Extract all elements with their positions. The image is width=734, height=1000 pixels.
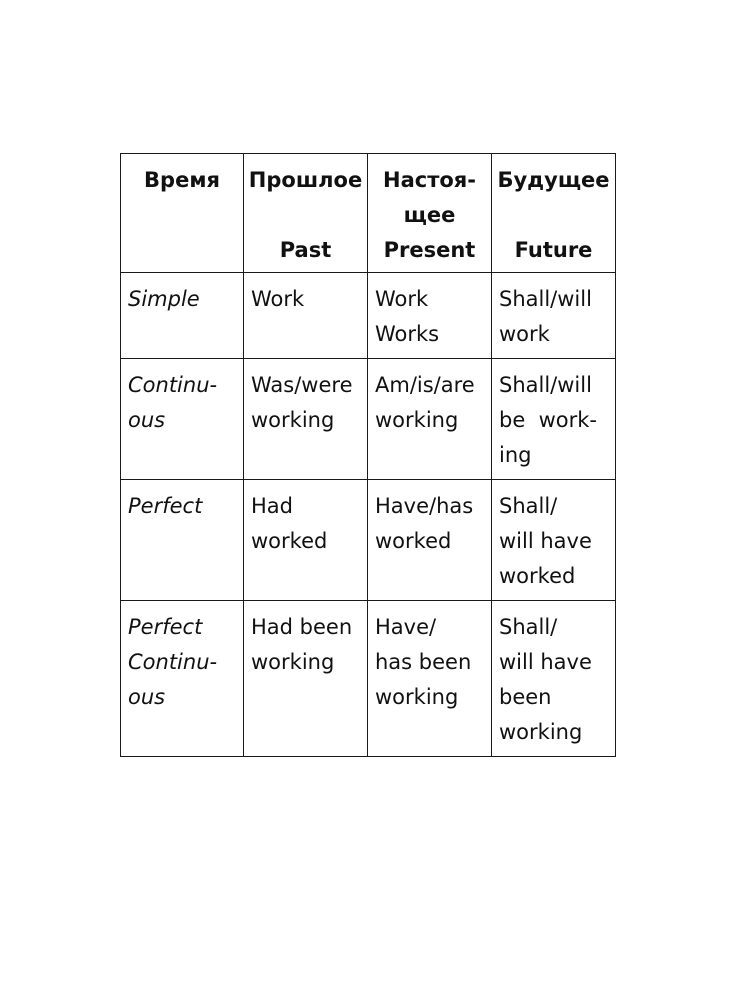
past-line: Was/were	[251, 373, 353, 397]
past-cell	[244, 480, 368, 601]
spacer	[248, 198, 363, 233]
header-past-en: Past	[279, 238, 332, 262]
future-line: working	[499, 720, 583, 744]
past-cell	[244, 273, 368, 359]
future-line: will have	[499, 529, 592, 553]
future-line: Shall/will	[499, 287, 592, 311]
future-line: Shall/	[499, 615, 558, 639]
past-line: Had	[251, 494, 293, 518]
past-line: worked	[251, 529, 328, 553]
aspect-line: Continu-	[128, 373, 218, 397]
future-cell	[492, 359, 616, 480]
future-line: Shall/	[499, 494, 558, 518]
present-cell	[368, 273, 492, 359]
past-line: working	[251, 650, 335, 674]
header-present-en: Present	[383, 238, 476, 262]
tense-table	[120, 153, 616, 757]
aspect-line: Continu-	[128, 650, 218, 674]
present-cell	[368, 601, 492, 757]
header-time: Время	[144, 168, 220, 192]
present-line: Have/	[375, 615, 437, 639]
header-row	[121, 154, 616, 273]
future-cell	[492, 480, 616, 601]
present-line: Works	[375, 322, 440, 346]
future-cell	[492, 601, 616, 757]
present-line: Am/is/are	[375, 373, 475, 397]
aspect-line: Perfect	[128, 615, 203, 639]
present-line: working	[375, 685, 459, 709]
header-past-ru: Прошлое	[248, 168, 363, 192]
header-time-cell	[121, 154, 244, 273]
future-line: been	[499, 685, 552, 709]
present-line: has been	[375, 650, 472, 674]
future-line: work	[499, 322, 550, 346]
header-past-cell	[244, 154, 368, 273]
header-future-ru: Будущее	[497, 168, 610, 192]
present-cell	[368, 359, 492, 480]
future-line: ing	[499, 443, 532, 467]
table-row	[121, 359, 616, 480]
past-line: working	[251, 408, 335, 432]
future-line: Shall/will	[499, 373, 592, 397]
aspect-line: ous	[128, 685, 166, 709]
aspect-line: ous	[128, 408, 166, 432]
present-cell	[368, 480, 492, 601]
table-row	[121, 601, 616, 757]
aspect-line: Simple	[128, 287, 200, 311]
header-future-cell	[492, 154, 616, 273]
aspect-cell	[121, 273, 244, 359]
aspect-cell	[121, 601, 244, 757]
aspect-cell	[121, 359, 244, 480]
header-present-ru-1: Настоя-	[383, 168, 476, 192]
past-cell	[244, 601, 368, 757]
aspect-cell	[121, 480, 244, 601]
future-line: be work-	[499, 408, 597, 432]
present-line: worked	[375, 529, 452, 553]
spacer	[496, 198, 611, 233]
present-line: Have/has	[375, 494, 474, 518]
table-row	[121, 480, 616, 601]
header-future-en: Future	[514, 238, 593, 262]
table-row	[121, 273, 616, 359]
past-line: Work	[251, 287, 305, 311]
present-line: Work	[375, 287, 429, 311]
past-line: Had been	[251, 615, 353, 639]
future-cell	[492, 273, 616, 359]
past-cell	[244, 359, 368, 480]
future-line: will have	[499, 650, 592, 674]
future-line: worked	[499, 564, 576, 588]
header-present-ru-2: щее	[403, 203, 456, 227]
header-present-cell	[368, 154, 492, 273]
aspect-line: Perfect	[128, 494, 203, 518]
present-line: working	[375, 408, 459, 432]
